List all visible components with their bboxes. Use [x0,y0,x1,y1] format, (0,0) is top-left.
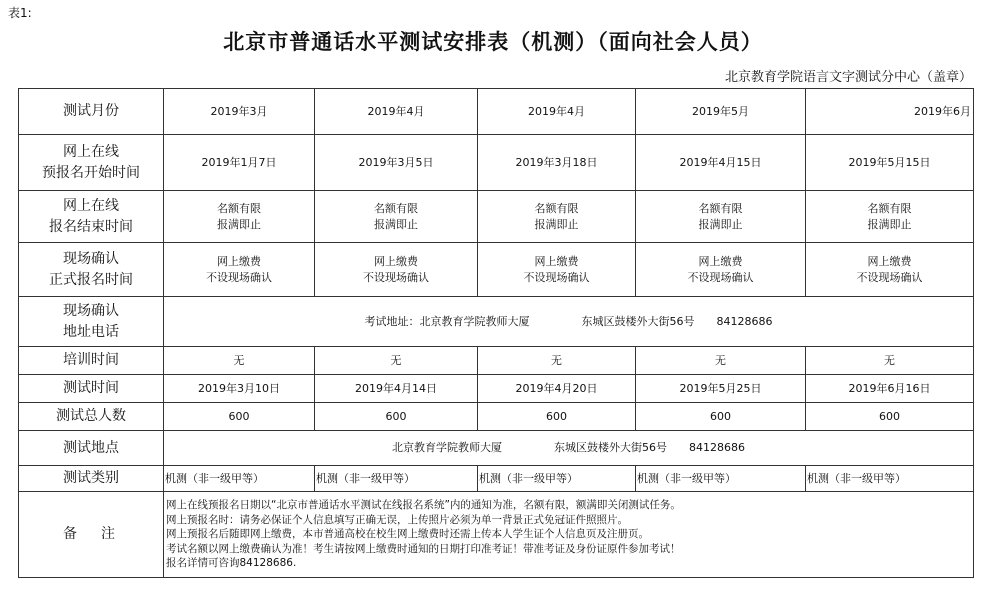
total-cell: 600 [478,403,636,431]
prereg-cell: 2019年4月15日 [636,135,806,191]
label-total: 测试总人数 [19,403,164,431]
month-cell: 2019年3月 [164,89,315,135]
cell-line: 不设现场确认 [856,270,923,284]
cell-line: 不设现场确认 [363,270,429,284]
month-cell: 2019年4月 [315,89,478,135]
prereg-cell: 2019年3月5日 [315,135,478,191]
row-notes [19,492,974,578]
cell-line: 报满即止 [698,217,743,231]
note-line: 网上预报名后随即网上缴费，本市普通高校在校生网上缴费时还需上传本人学生证个人信息页及注册页。 [166,528,649,541]
row-category [19,466,974,492]
confirm-cell [478,243,636,297]
training-cell: 无 [478,347,636,375]
category-cell: 机测（非一级甲等） [315,466,478,492]
row-reg-end [19,191,974,243]
label-line: 正式报名时间 [49,271,133,288]
cell-line: 名额有限 [374,201,418,215]
note-line: 网上预报名时：请务必保证个人信息填写正确无误，上传照片必须为单一背景正式免冠证件照照片。 [166,513,628,526]
issuer-stamp-text: 北京教育学院语言文字测试分中心（盖章） [724,70,972,85]
row-test-date [19,375,974,403]
phone-text: 84128686 [689,441,745,454]
cell-line: 报满即止 [867,217,912,231]
training-cell: 无 [315,347,478,375]
confirm-address-cell [164,297,974,347]
training-cell: 无 [164,347,315,375]
label-venue: 测试地点 [19,431,164,466]
cell-line: 报满即止 [374,217,418,231]
cell-line: 名额有限 [698,201,743,215]
cell-line: 报满即止 [217,217,261,231]
regend-cell [164,191,315,243]
cell-line: 不设现场确认 [523,270,590,284]
regend-cell [806,191,974,243]
schedule-table [18,88,974,578]
cell-line: 名额有限 [217,201,261,215]
notes-label-text: 备注 [63,526,139,542]
note-line: 考试名额以网上缴费确认为准！考生请按网上缴费时通知的日期打印准考证！带准考证及身份证原件参加考试！ [166,542,681,555]
row-training [19,347,974,375]
total-cell: 600 [636,403,806,431]
label-address [19,297,164,347]
regend-cell [315,191,478,243]
category-cell: 机测（非一级甲等） [806,466,974,492]
cell-line: 网上缴费 [217,254,261,268]
venue-place: 北京教育学院教师大厦 [392,441,502,454]
label-line: 网上在线 [63,143,119,160]
confirm-cell [636,243,806,297]
row-venue [19,431,974,466]
row-confirm [19,243,974,297]
cell-line: 网上缴费 [867,254,912,268]
notes-cell [164,492,974,578]
page-title: 北京市普通话水平测试安排表（机测）（面向社会人员） [223,30,763,54]
district-text: 东城区鼓楼外大街56号 [581,314,695,328]
label-line: 网上在线 [63,197,119,214]
prereg-cell: 2019年5月15日 [806,135,974,191]
row-confirm-address [19,297,974,347]
category-cell: 机测（非一级甲等） [478,466,636,492]
prereg-cell: 2019年1月7日 [164,135,315,191]
test-date-cell: 2019年3月10日 [164,375,315,403]
confirm-cell [315,243,478,297]
training-cell: 无 [636,347,806,375]
label-line: 报名结束时间 [49,218,133,235]
label-regend [19,191,164,243]
month-cell: 2019年4月 [478,89,636,135]
note-line: 网上在线预报名日期以“北京市普通话水平测试在线报名系统”内的通知为准，名额有限，额满即关闭测试任务。 [166,499,681,512]
regend-cell [478,191,636,243]
training-cell: 无 [806,347,974,375]
total-cell: 600 [315,403,478,431]
cell-line: 网上缴费 [374,254,418,268]
label-prereg [19,135,164,191]
cell-line: 网上缴费 [534,254,579,268]
category-cell: 机测（非一级甲等） [636,466,806,492]
month-cell: 2019年5月 [636,89,806,135]
label-line: 预报名开始时间 [42,164,140,181]
cell-line: 不设现场确认 [206,270,272,284]
confirm-cell [806,243,974,297]
table-tag: 表1: [8,6,32,20]
cell-line: 名额有限 [867,201,912,215]
label-training: 培训时间 [19,347,164,375]
label-test-date: 测试时间 [19,375,164,403]
phone-text: 84128686 [716,314,773,328]
label-line: 现场确认 [63,250,119,267]
test-date-cell: 2019年6月16日 [806,375,974,403]
label-notes [19,492,164,578]
venue-cell [164,431,974,466]
test-date-cell: 2019年4月20日 [478,375,636,403]
label-category: 测试类别 [19,466,164,492]
label-confirm [19,243,164,297]
total-cell: 600 [806,403,974,431]
cell-line: 网上缴费 [698,254,743,268]
row-month [19,89,974,135]
category-cell: 机测（非一级甲等） [164,466,315,492]
confirm-cell [164,243,315,297]
label-month: 测试月份 [19,89,164,135]
prereg-cell: 2019年3月18日 [478,135,636,191]
note-line: 报名详情可咨询84128686. [166,557,297,570]
label-line: 地址电话 [63,323,119,340]
row-total [19,403,974,431]
district-text: 东城区鼓楼外大街56号 [554,441,667,454]
test-date-cell: 2019年5月25日 [636,375,806,403]
row-prereg-start [19,135,974,191]
cell-line: 名额有限 [534,201,579,215]
total-cell: 600 [164,403,315,431]
label-line: 现场确认 [63,302,119,319]
address-text: 考试地址：北京教育学院教师大厦 [364,314,530,328]
test-date-cell: 2019年4月14日 [315,375,478,403]
cell-line: 不设现场确认 [687,270,754,284]
month-cell: 2019年6月 [806,89,974,135]
cell-line: 报满即止 [534,217,579,231]
regend-cell [636,191,806,243]
